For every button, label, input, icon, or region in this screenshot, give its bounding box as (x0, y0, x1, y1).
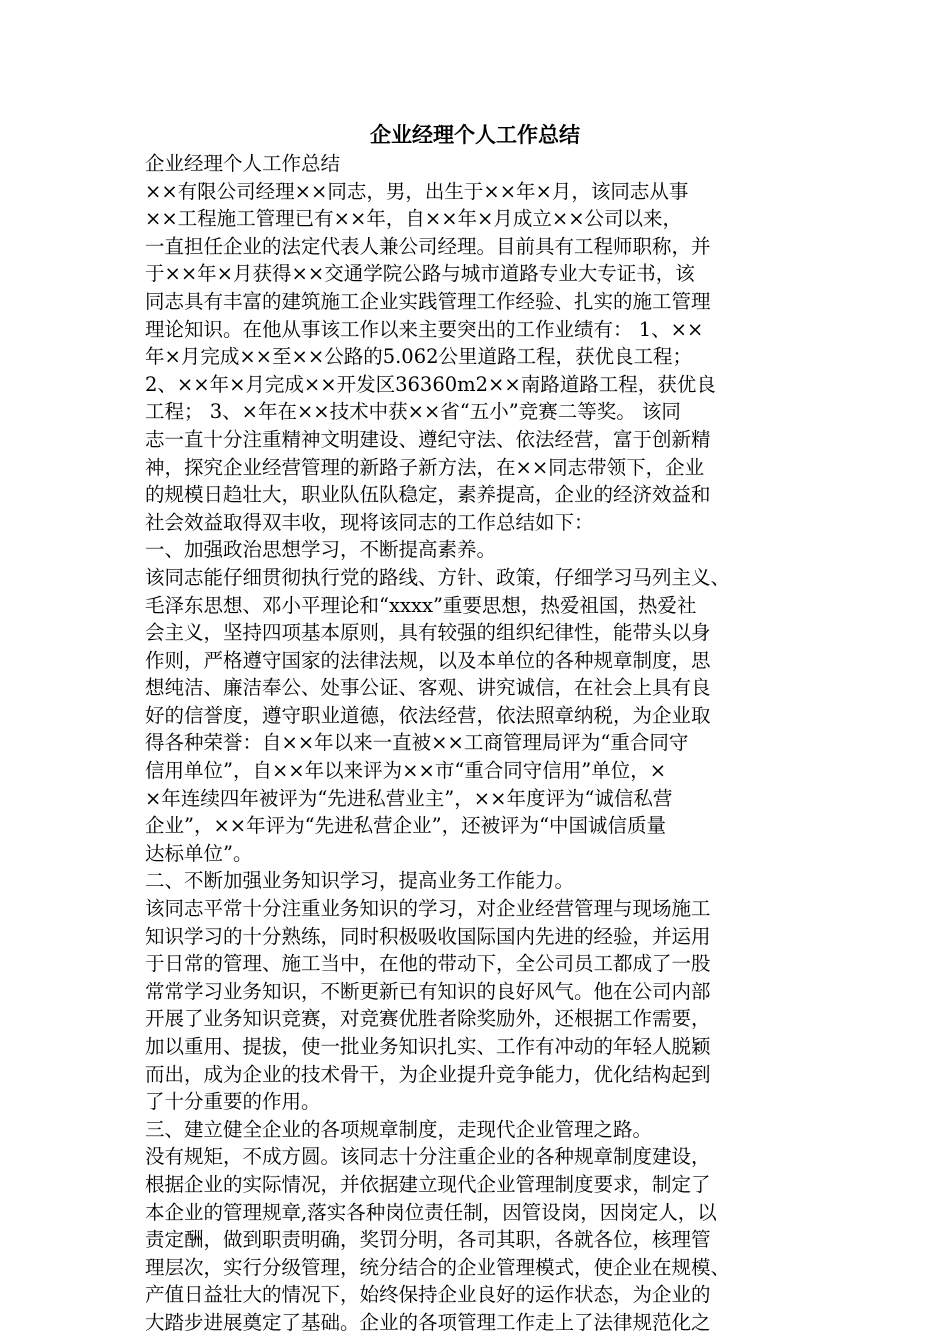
body-line: 该同志平常十分注重业务知识的学习，对企业经营管理与现场施工 (145, 897, 711, 921)
body-line: 常常学习业务知识，不断更新已有知识的良好风气。他在公司内部 (145, 979, 711, 1003)
body-line: 神，探究企业经营管理的新路子新方法，在××同志带领下，企业 (145, 455, 705, 479)
body-line: 得各种荣誉：自××年以来一直被××工商管理局评为“重合同守 (145, 731, 689, 755)
body-line: ××有限公司经理××同志，男，出生于××年×月，该同志从事 (145, 179, 689, 203)
body-line: 年×月完成××至××公路的5.062公里道路工程，获优良工程； (145, 345, 693, 369)
body-line: 加以重用、提拔，使一批业务知识扎实、工作有冲动的年轻人脱颖 (145, 1035, 711, 1058)
body-line: 工程； 3、×年在××技术中获××省“五小”竞赛二等奖。 该同 (145, 400, 681, 424)
body-line: 没有规矩，不成方圆。该同志十分注重企业的各种规章制度建设， (145, 1145, 711, 1169)
body-line: 志一直十分注重精神文明建设、遵纪守法、依法经营，富于创新精 (145, 427, 711, 451)
body-line: ××工程施工管理已有××年，自××年×月成立××公司以来， (145, 207, 683, 231)
body-line: 于日常的管理、施工当中，在他的带动下，全公司员工都成了一股 (145, 952, 711, 976)
body-line: 达标单位”。 (145, 841, 253, 865)
body-line: 理层次，实行分级管理，统分结合的企业管理模式，使企业在规模、 (145, 1255, 731, 1279)
body-line: ×年连续四年被评为“先进私营业主”，××年度评为“诚信私营 (145, 786, 673, 810)
document-body (145, 150, 805, 1337)
body-line: 三、建立健全企业的各项规章制度，走现代企业管理之路。 (145, 1117, 653, 1141)
body-line: 会主义，坚持四项基本原则，具有较强的组织纪律性，能带头以身 (145, 621, 711, 645)
body-line: 企业”，××年评为“先进私营企业”，还被评为“中国诚信质量 (145, 814, 667, 838)
body-line: 2、××年×月完成××开发区36360m2××南路道路工程，获优良 (145, 372, 716, 396)
body-line: 责定酬，做到职责明确，奖罚分明，各司其职，各就各位，核理管 (145, 1228, 711, 1252)
body-line: 毛泽东思想、邓小平理论和“xxxx”重要思想，热爱祖国，热爱社 (145, 593, 697, 617)
body-line: 二、不断加强业务知识学习，提高业务工作能力。 (145, 869, 575, 893)
body-line: 知识学习的十分熟练，同时积极吸收国际国内先进的经验，并运用 (145, 924, 711, 948)
body-line: 同志具有丰富的建筑施工企业实践管理工作经验、扎实的施工管理 (145, 289, 711, 313)
body-line: 开展了业务知识竞赛，对竞赛优胜者除奖励外，还根据工作需要， (145, 1007, 711, 1031)
body-line: 而出，成为企业的技术骨干，为企业提升竞争能力，优化结构起到 (145, 1062, 711, 1086)
body-line: 根据企业的实际情况，并依据建立现代企业管理制度要求，制定了 (145, 1172, 711, 1196)
body-line: 想纯洁、廉洁奉公、处事公证、客观、讲究诚信，在社会上具有良 (145, 676, 711, 700)
body-line: 该同志能仔细贯彻执行党的路线、方针、政策，仔细学习马列主义、 (145, 565, 731, 589)
body-line: 好的信誉度，遵守职业道德，依法经营，依法照章纳税，为企业取 (145, 703, 711, 727)
body-line: 理论知识。在他从事该工作以来主要突出的工作业绩有： 1、×× (145, 317, 704, 341)
body-line: 了十分重要的作用。 (145, 1090, 321, 1114)
body-line: 一直担任企业的法定代表人兼公司经理。目前具有工程师职称，并 (145, 234, 711, 258)
body-line: 产值日益壮大的情况下，始终保持企业良好的运作状态，为企业的 (145, 1283, 711, 1307)
body-line: 企业经理个人工作总结 (145, 152, 341, 175)
body-line: 大踏步进展奠定了基础。企业的各项管理工作走上了法律规范化之 (145, 1310, 711, 1334)
body-line: 作则，严格遵守国家的法律法规，以及本单位的各种规章制度，思 (145, 648, 711, 672)
body-line: 信用单位”，自××年以来评为××市“重合同守信用”单位，× (145, 759, 667, 783)
body-line: 社会效益取得双丰收，现将该同志的工作总结如下： (145, 510, 594, 534)
document-title: 企业经理个人工作总结 (370, 122, 580, 147)
body-line: 于××年×月获得××交通学院公路与城市道路专业大专证书，该 (145, 262, 695, 286)
body-line: 一、加强政治思想学习，不断提高素养。 (145, 538, 497, 562)
body-line: 的规模日趋壮大，职业队伍队稳定，素养提高，企业的经济效益和 (145, 483, 711, 507)
body-line: 本企业的管理规章,落实各种岗位责任制，因管设岗，因岗定人，以 (145, 1200, 717, 1224)
